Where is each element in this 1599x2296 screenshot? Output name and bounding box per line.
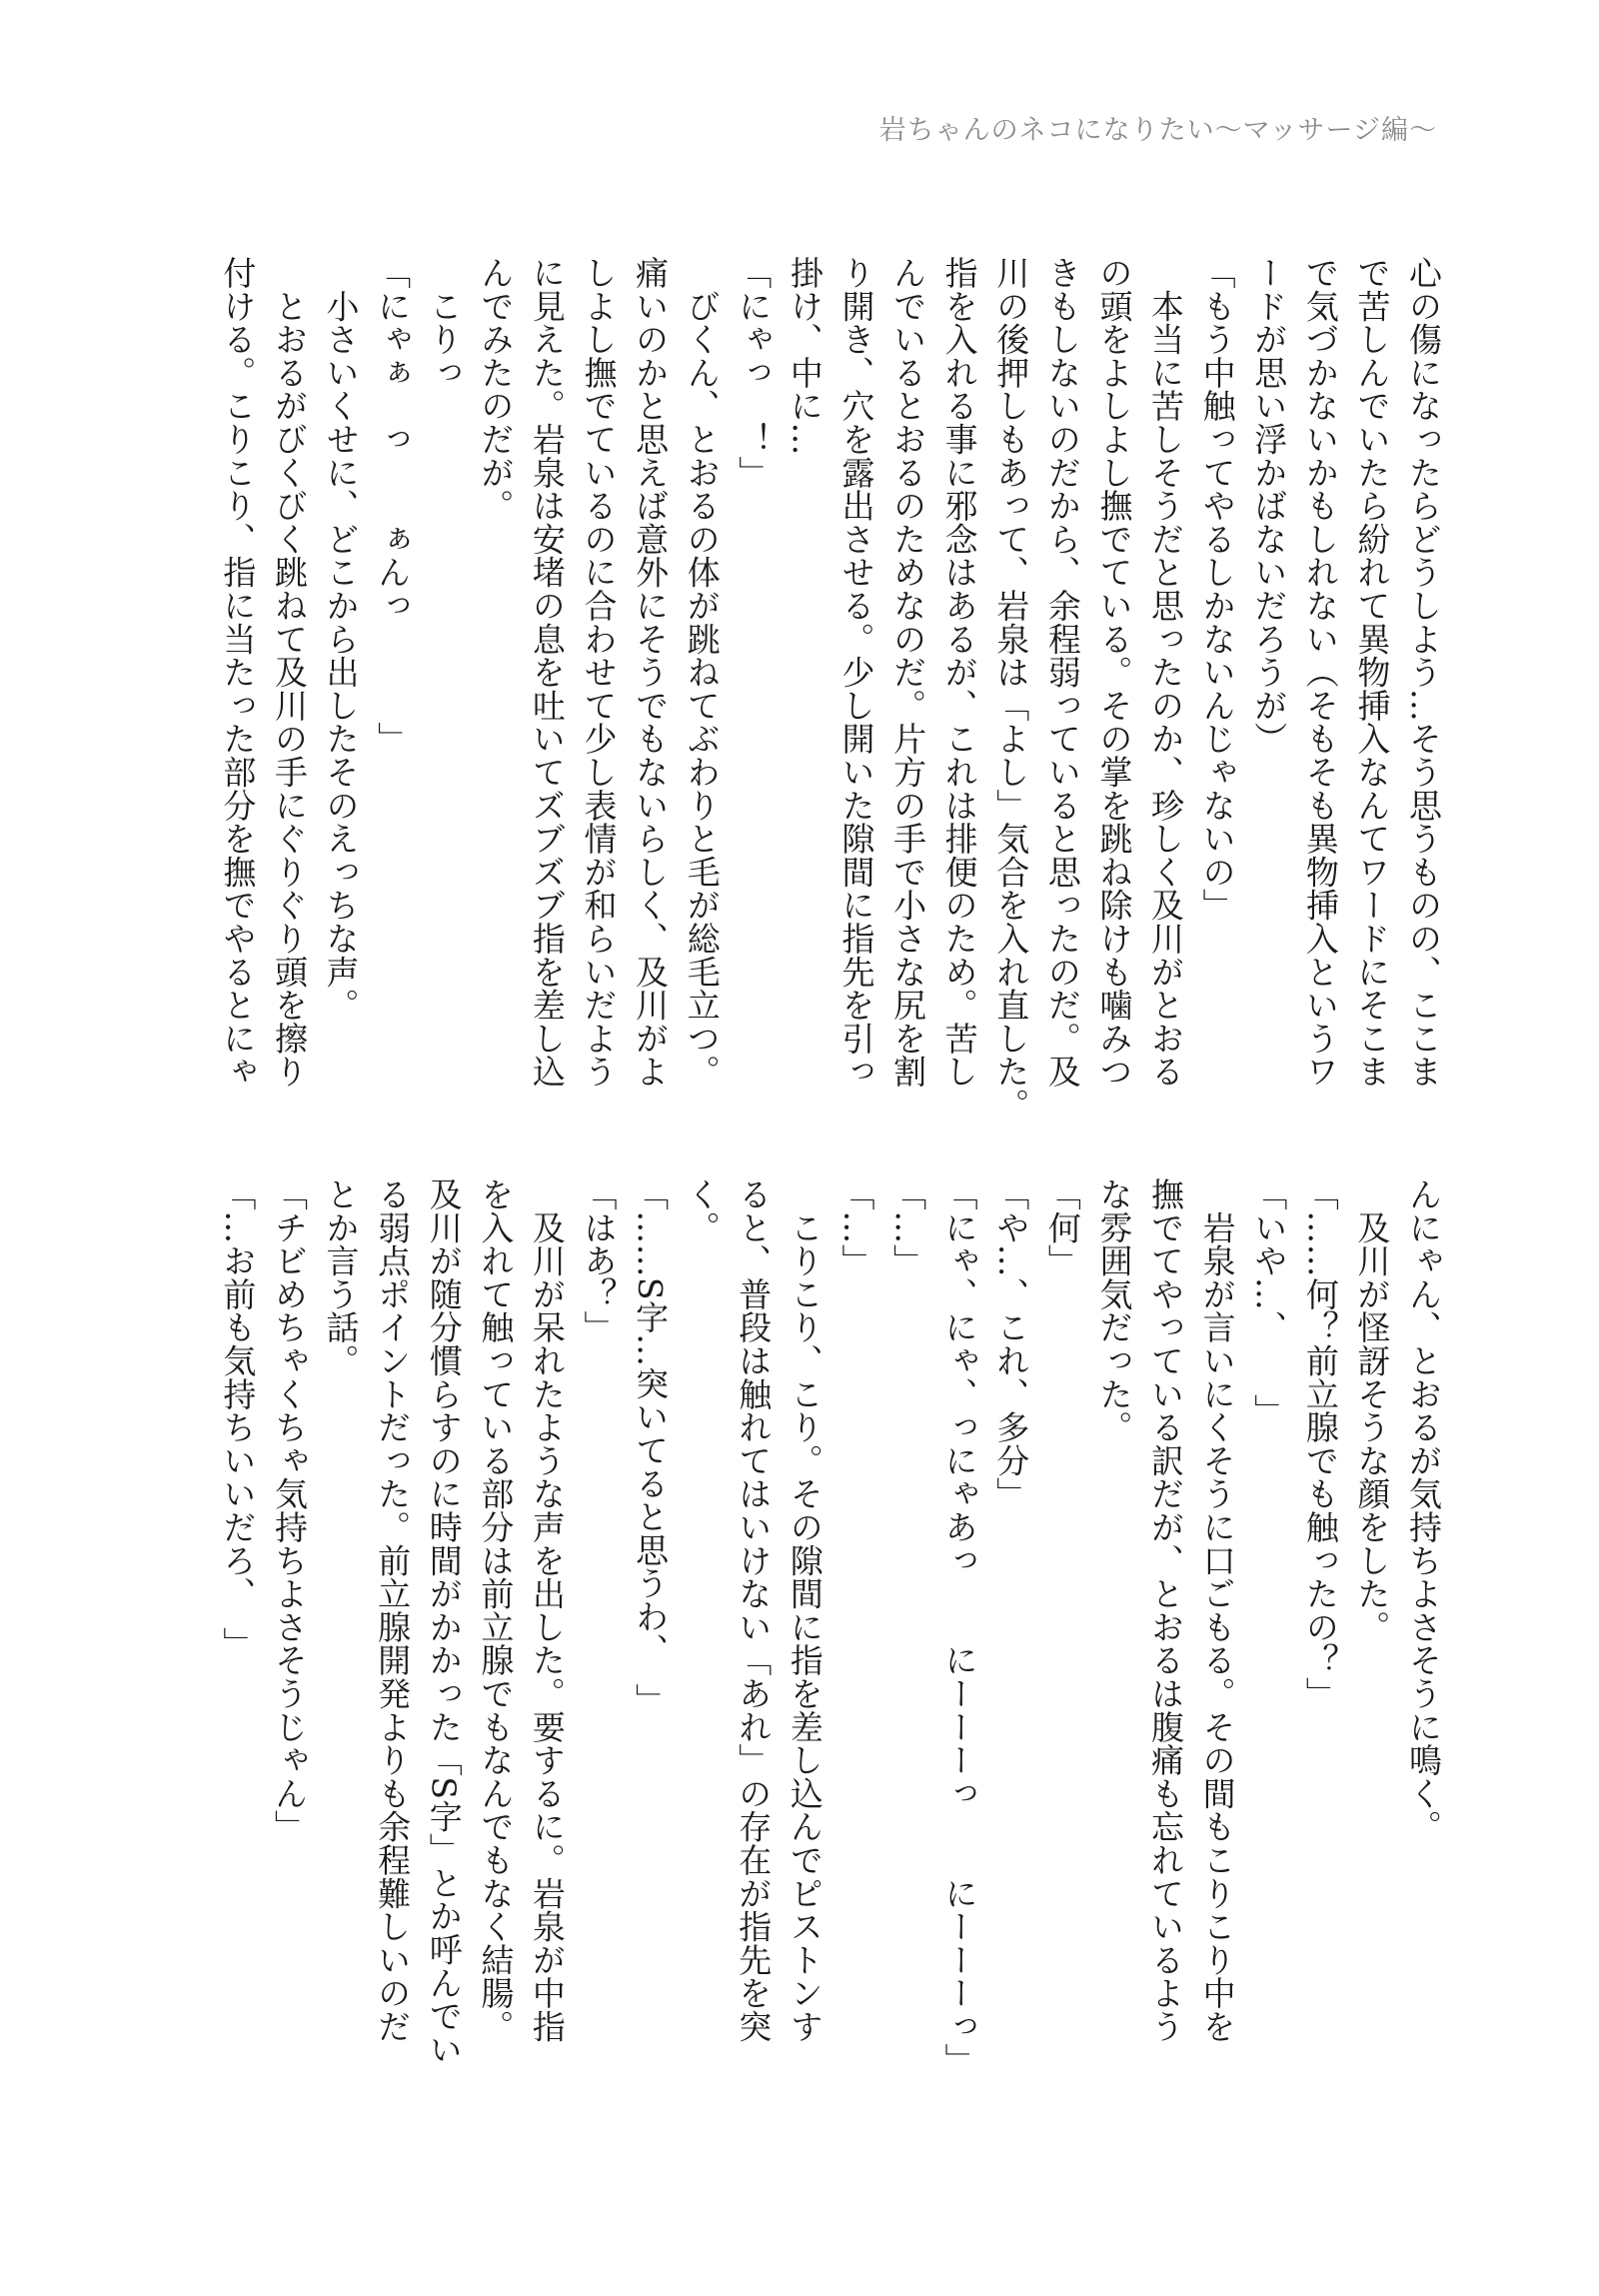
text-line: 心の傷になったらどうしよう…そう思うものの、ここま xyxy=(1404,256,1443,1089)
text-line: しよし撫でているのに合わせて少し表情が和らいだよう xyxy=(579,256,619,1089)
text-line: 「…」 xyxy=(888,1177,928,1277)
text-line: 「……S字…突いてると思うわ、 」 xyxy=(631,1177,671,1717)
text-line: 及川が呆れたような声を出した。要するに。岩泉が中指 xyxy=(527,1177,567,2043)
text-line: 小さいくせに、どこから出したそのえっちな声。 xyxy=(321,256,361,1022)
running-header-title: 岩ちゃんのネコになりたい〜マッサージ編〜 xyxy=(878,115,1437,146)
upper-text-block xyxy=(210,256,1449,1122)
text-line: 「はあ？」 xyxy=(579,1177,619,1344)
text-line: こりこり、こり。その隙間に指を差し込んでピストンす xyxy=(785,1177,824,2043)
text-line: とか言う話。 xyxy=(321,1177,361,1377)
text-line: 「何」 xyxy=(1042,1177,1082,1277)
text-line: 「にゃ、にゃ、っにゃあっ にーーーっ にーーーっ」 xyxy=(939,1177,979,2077)
text-line: 「にゃぁ っ ぁんっ 」 xyxy=(373,256,413,756)
text-line: な雰囲気だった。 xyxy=(1094,1177,1134,1444)
text-line: の頭をよしよし撫でている。その掌を跳ね除けも噛みつ xyxy=(1094,256,1134,1089)
text-line: 「…」 xyxy=(836,1177,876,1277)
text-line: 痛いのかと思えば意外にそうでもないらしく、及川がよ xyxy=(631,256,671,1089)
text-line: ードが思い浮かばないだろうが） xyxy=(1249,256,1289,756)
text-line: る弱点ポイントだった。前立腺開発よりも余程難しいのだ xyxy=(373,1177,413,2043)
text-line: きもしないのだから、余程弱っていると思ったのだ。及 xyxy=(1042,256,1082,1089)
text-line: り開き、穴を露出させる。少し開いた隙間に指先を引っ xyxy=(836,256,876,1089)
text-line: を入れて触っている部分は前立腺でもなんでもなく結腸。 xyxy=(476,1177,516,2043)
text-line: こりっ xyxy=(424,256,464,390)
text-line: 「チビめちゃくちゃ気持ちよさそうじゃん」 xyxy=(269,1177,309,1843)
lower-text-block xyxy=(210,1177,1449,2277)
text-line: びくん、とおるの体が跳ねてぶわりと毛が総毛立つ。 xyxy=(682,256,722,1089)
text-line: で苦しんでいたら紛れて異物挿入なんてワードにそこま xyxy=(1352,256,1392,1089)
text-line: んにゃん、とおるが気持ちよさそうに鳴く。 xyxy=(1404,1177,1443,1843)
text-line: 「……何？前立腺でも触ったの？」 xyxy=(1300,1177,1340,1710)
text-line: んでいるとおるのためなのだ。片方の手で小さな尻を割 xyxy=(888,256,928,1089)
text-line: 及川が怪訝そうな顔をした。 xyxy=(1352,1177,1392,1644)
text-line: とおるがびくびく跳ねて及川の手にぐりぐり頭を擦り xyxy=(269,256,309,1089)
text-line: 「もう中触ってやるしかないんじゃないの」 xyxy=(1197,256,1237,922)
text-line: く。 xyxy=(682,1177,722,1244)
text-line: んでみたのだが。 xyxy=(476,256,516,523)
text-line: 「や…、これ、多分」 xyxy=(991,1177,1031,1510)
text-line: 本当に苦しそうだと思ったのか、珍しく及川がとおる xyxy=(1146,256,1186,1089)
text-line: 撫でてやっている訳だが、とおるは腹痛も忘れているよう xyxy=(1146,1177,1186,2043)
text-line: 「いや…、 」 xyxy=(1249,1177,1289,1427)
text-line: 及川が随分慣らすのに時間がかかった「S字」とか呼んでい xyxy=(424,1177,464,2066)
text-line: 掛け、中に… xyxy=(785,256,824,456)
text-line: で気づかないかもしれない（そもそも異物挿入というワ xyxy=(1300,256,1340,1089)
text-line: に見えた。岩泉は安堵の息を吐いてズブズブ指を差し込 xyxy=(527,256,567,1089)
text-line: 岩泉が言いにくそうに口ごもる。その間もこりこり中を xyxy=(1197,1177,1237,2043)
text-line: 「にゃっ ！」 xyxy=(734,256,774,490)
text-line: 川の後押しもあって、岩泉は「よし」気合を入れ直した。 xyxy=(991,256,1031,1122)
text-line: 指を入れる事に邪念はあるが、これは排便のため。苦し xyxy=(939,256,979,1089)
text-line: 付ける。こりこり、指に当たった部分を撫でやるとにゃ xyxy=(218,256,258,1089)
text-line: ると、普段は触れてはいけない「あれ」の存在が指先を突 xyxy=(734,1177,774,2043)
text-line: 「…お前も気持ちいいだろ、 」 xyxy=(218,1177,258,1660)
